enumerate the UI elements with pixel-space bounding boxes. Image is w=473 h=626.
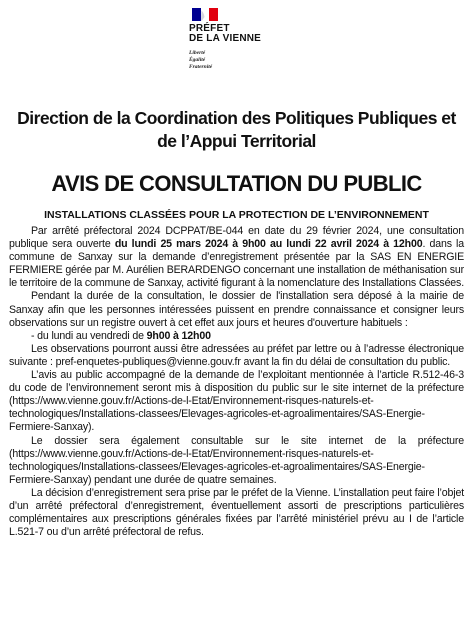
prefecture-logo (186, 6, 296, 80)
paragraph-observations: Les observations pourront aussi être adressées au préfet par lettre ou à l’adresse électronique suivante : pref-enquetes-publiques@vienne.gouv.fr avant la fin du délai de consultation du public. (9, 342, 464, 368)
paragraph-website-dossier: Le dossier sera également consultable sur le site internet de la préfecture (https://www.vienne.gouv.fr/Actions-de-l-Etat/Environnement-risques-naturels-et-technologiques/Installations-classees/Elevages-agricoles-et-agroalimentaires/SAS-Energie-Fermiere-Sanxay) pendant une durée de quatre semaines. (9, 434, 464, 486)
notice-body (9, 225, 464, 539)
notice-title: AVIS DE CONSULTATION DU PUBLIC (51, 171, 422, 196)
consultation-dates: du lundi 25 mars 2024 à 9h00 au lundi 22 avril 2024 à 12h00 (114, 238, 423, 251)
paragraph-decision: La décision d’enregistrement sera prise par le préfet de la Vienne. L’installation peut faire l’objet d’un arrêté préfectoral d’enregistrement, éventuellement assorti de prescriptions particulières complémentaires aux prescriptions générales fixées par l’arrêté ministériel prévu au I de l’article L.521-7 ou d’un arrêté préfectoral de refus. (9, 486, 464, 539)
paragraph-dossier: Pendant la durée de la consultation, le dossier de l'installation sera déposé à la mairie de Sanxay afin que les personnes intéressées puissent en prendre connaissance et consigner leurs observations sur un registre ouvert à cet effet aux jours et heures d'ouverture habituels : (9, 290, 464, 329)
installations-subtitle: INSTALLATIONS CLASSÉES POUR LA PROTECTION DE L’ENVIRONNEMENT (44, 209, 429, 221)
opening-hours: 9h00 à 12h00 (146, 329, 211, 342)
logo-motto: Liberté Égalité Fraternité (189, 50, 213, 70)
logo-title: PRÉFET DE LA VIENNE (189, 23, 262, 44)
paragraph-decree: Par arrêté préfectoral 2024 DCPPAT/BE-044 en date du 29 février 2024, une consultation publique sera ouverte du lundi 25 mars 2024 à 9h00 au lundi 22 avril 2024 à 12h00. dans la commune de Sanxay sur la demande d’enregistrement présentée par la SAS EN ENERGIE FERMIERE gérée par M. Aurélien BERARDENGO concernant une installation de méthanisation sur le territoire de la commune de Sanxay, activité figurant à la nomenclature des Installations Classées. (9, 225, 465, 290)
marianne-flag-icon (192, 8, 218, 21)
paragraph-website-notice: L’avis au public accompagné de la demande de l’exploitant mentionnée à l’article R.512-46-3 du code de l’environnement seront mis à disposition du public sur le site internet de la préfecture (https://www.vienne.gouv.fr/Actions-de-l-Etat/Environnement-risques-naturels-et-technologiques/Installations-classees/Elevages-agricoles-et-agroalimentaires/SAS-Energie-Fermiere-Sanxay). (9, 369, 464, 434)
paragraph-hours: - du lundi au vendredi de 9h00 à 12h00 (31, 329, 211, 342)
direction-heading: Direction de la Coordination des Politiques Publiques et de l’Appui Territorial (17, 108, 456, 151)
